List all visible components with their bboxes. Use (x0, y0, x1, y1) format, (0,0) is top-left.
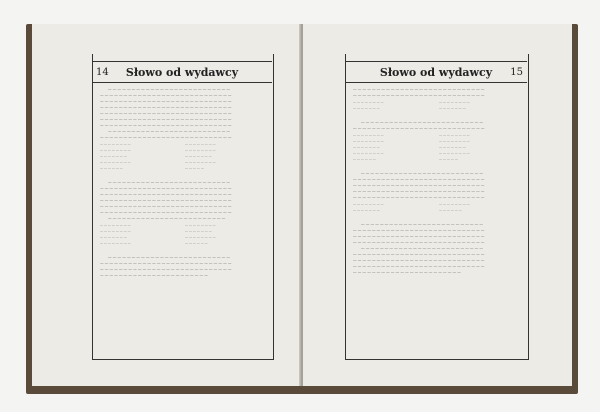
parallel-text-columns: — — — — — — — — — — — — — — — — — — — — — — — — — — — — — (353, 202, 470, 212)
parallel-text-columns: — — — — — — — — — — — — — — — — — — — — — — — — — — — — — — — — — — — — — — — — — — — — — — — — — — — — — — — — — — — — — — — — — — — — — — — — — (100, 142, 216, 170)
parallel-text-columns: — — — — — — — — — — — — — — — — — — — — — — — — — — — — — — — — — — — — — — — — — — — — — — — — — — — — — — — — — — — — (100, 223, 216, 245)
left-page-header (92, 61, 272, 83)
left-page (32, 24, 301, 386)
right-page-header (345, 61, 527, 83)
page-title: Słowo od wydawcy (379, 65, 493, 79)
parallel-text-columns: — — — — — — — — — — — — — — — — — — — — — — — — — — — — — — — — — — — — — — — — — — — — — — — — — — — — — — — — — — — — — — — — — — — — — — — — — (353, 133, 470, 161)
right-page (303, 24, 572, 386)
left-page-body: — — — — — — — — — — — — — — — — — — — — — — — — — — — — — — — — — — — — — — — — — — — — — — — — — — — — — — — — — — — — — — — — — — — — — — — — — — — — — — — — — — — — — — — — — — — — — — — — — — — — — — — — — — — — — — — — — — — — — — — — — — — — — — — — — — — — — — — — — — — — — — — — — — — — — — — — — — — — — — — — — — — — — — — — — — — — — — — — — — — — — — — — — — — — — — — — — — — — — — — — — — — — — — — — — — — — — — — — — — — — — — — — — — — — — — — — — — — — — — — — — — — — — — — — — — — — — — — — — — — — — — — — — — — — — — — — — — — — — — — — — — — — — — — — — — — — — — — — — — — — — — — — — — — — — — — — — — — — — — — — — — — — — — — — — — — — — — — — — — — — — — — — — — — — — — — — — — — — — — — — — — — — — — — — — — — — — — — — — — — — — — — — — — — — — — — — — — — — — — — — — — — — — — — — — — — — — — — — — — — — — — — — — — — — — — — — — — — — — — — — — — — — — — — — — — — — — — — — — — — — — — — — — — — — — — — — — — — — — — — — — — — — — — — — — — — — — — — — — — — — — — — — — — — — — — — — — — — — — — — — — — — — — — — — — — — — — — — — — — — — — — — — — — — — — — — — — — — — — — — — — — — — — — — — — — — — — — — — — — — — — — — — — — — — — — — — — — — — — — — — — — — — — — — — — — — — — — — — — — — — — — — — — — — — — — — — — — — — — — — — — — — — — — — — — — — — — — — — — — — — — — — — — — — — — — — — — — — — — (94, 86, 270, 278)
parallel-text-columns: — — — — — — — — — — — — — — — — — — — — — — — — — — — — — — (353, 100, 470, 110)
page-number: 14 (96, 66, 109, 78)
right-page-body: — — — — — — — — — — — — — — — — — — — — — — — — — — — — — — — — — — — — — — — — — — — — — — — — — — — — — — — — — — — — — — — — — — — — — — — — — — — — — — — — — — — — — — — — — — — — — — — — — — — — — — — — — — — — — — — — — — — — — — — — — — — — — — — — — — — — — — — — — — — — — — — — — — — — — — — — — — — — — — — — — — — — — — — — — — — — — — — — — — — — — — — — — — — — — — — — — — — — — — — — — — — — — — — — — — — — — — — — — — — — — — — — — — — — — — — — — — — — — — — — — — — — — — — — — — — — — — — — — — — — — — — — — — — — — — — — — — — — — — — — — — — — — — — — — — — — — — — — — — — — — — — — — — — — — — — — — — — — — — — — — — — — — — — — — — — — — — — — — — — — — — — — — — — — — — — — — — — — — — — — — — — — — — — — — — — — — — — — — — — — — — — — — — — — — — — — — — — — — — — — — — — — — — — — — — — — — — — — — — — — — — — — — — — — — — — — — — — — — — — — — — — — — — — — — — — — — — — — — — — — — — — — — — — — — — — — — — — — — — — — — — — — — — — — — — — — — — — — — — — — — — — — — — — — — — — — — — — — — — — — — — — — — — — — — — — — — — — — — — — — — — — — — — — — — — — — — — — — — — — — — — — — — — — — — — — — — — — — — — — — — — — — — — — — — — — — — — — — — — — — — — — — — — — — — — — — — — — — — — — — — — — (347, 86, 525, 275)
page-title: Słowo od wydawcy (125, 65, 239, 79)
page-number: 15 (510, 66, 523, 78)
open-book (26, 24, 578, 394)
